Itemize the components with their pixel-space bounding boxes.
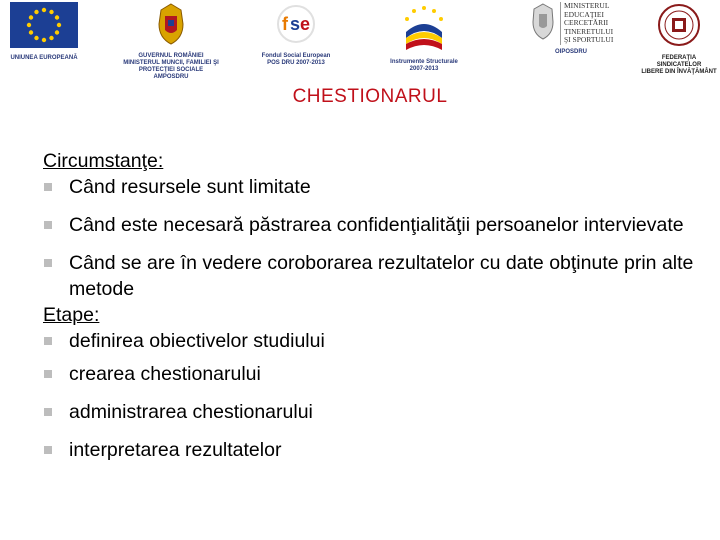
page-title: CHESTIONARUL: [292, 86, 448, 107]
eu-star-icon: [42, 8, 46, 12]
svg-text:s: s: [290, 14, 301, 34]
list-item: crearea chestionarului: [43, 361, 703, 387]
eu-caption: UNIUNEA EUROPEANĂ: [10, 55, 78, 61]
fse-caption: Fondul Social European POS DRU 2007-2013: [261, 53, 331, 66]
ministry-text: MINISTERUL EDUCAŢIEI CERCETĂRII TINERETULUI ŞI SPORTULUI: [560, 2, 613, 45]
bullet-icon: [44, 183, 52, 191]
eu-star-icon: [34, 10, 38, 14]
list-item: Când resursele sunt limitate: [43, 174, 703, 200]
eu-star-icon: [57, 23, 61, 27]
list-item: definirea obiectivelor studiului: [43, 328, 703, 354]
structural-instruments-logo: [380, 2, 468, 73]
bullet-icon: [44, 408, 52, 416]
eu-star-icon: [29, 15, 33, 19]
coat-of-arms-icon: [155, 2, 187, 46]
eu-star-icon: [55, 15, 59, 19]
fse-logo: [256, 2, 336, 67]
logo-bar: [0, 0, 720, 82]
list-item: Când este necesară păstrarea confidenţialităţii persoanelor intervievate: [43, 212, 703, 238]
eu-flag-icon: [10, 2, 78, 48]
ministry-logo: [530, 2, 620, 56]
bullet-icon: [44, 259, 52, 267]
svg-text:e: e: [300, 14, 311, 34]
government-caption: GUVERNUL ROMÂNIEI MINISTERUL MUNCII, FAMILIEI ŞI PROTECŢIEI SOCIALE AMPOSDRU: [123, 53, 219, 80]
structural-instruments-icon: [396, 2, 452, 52]
government-logo: [116, 2, 226, 81]
slide-content: [43, 148, 703, 463]
bullet-icon: [44, 446, 52, 454]
federation-logo: [640, 2, 718, 76]
list-item: administrarea chestionarului: [43, 399, 703, 425]
eu-logo: [6, 2, 82, 62]
eu-star-icon: [34, 36, 38, 40]
list-item: interpretarea rezultatelor: [43, 437, 703, 463]
steps-heading: Etape:: [43, 304, 100, 326]
eu-star-icon: [49, 10, 53, 14]
circumstances-heading: Circumstanţe:: [43, 150, 164, 172]
bullet-icon: [44, 221, 52, 229]
eu-star-icon: [55, 30, 59, 34]
svg-text:f: f: [282, 14, 288, 34]
federation-seal-icon: [657, 2, 701, 48]
bullet-icon: [44, 370, 52, 378]
eu-star-icon: [29, 30, 33, 34]
fse-icon: [273, 2, 319, 46]
eu-star-icon: [49, 36, 53, 40]
ministry-caption: OIPOSDRU: [555, 48, 588, 55]
ministry-crest-icon: [530, 2, 556, 42]
bullet-icon: [44, 337, 52, 345]
eu-star-icon: [27, 23, 31, 27]
federation-caption: FEDERAŢIA SINDICATELOR LIBERE DIN ÎNVĂŢĂMÂNT: [641, 55, 717, 75]
structural-caption: Instrumente Structurale 2007-2013: [390, 59, 458, 72]
list-item: Când se are în vedere coroborarea rezultatelor cu date obţinute prin alte metode: [43, 250, 703, 302]
eu-star-icon: [42, 38, 46, 42]
